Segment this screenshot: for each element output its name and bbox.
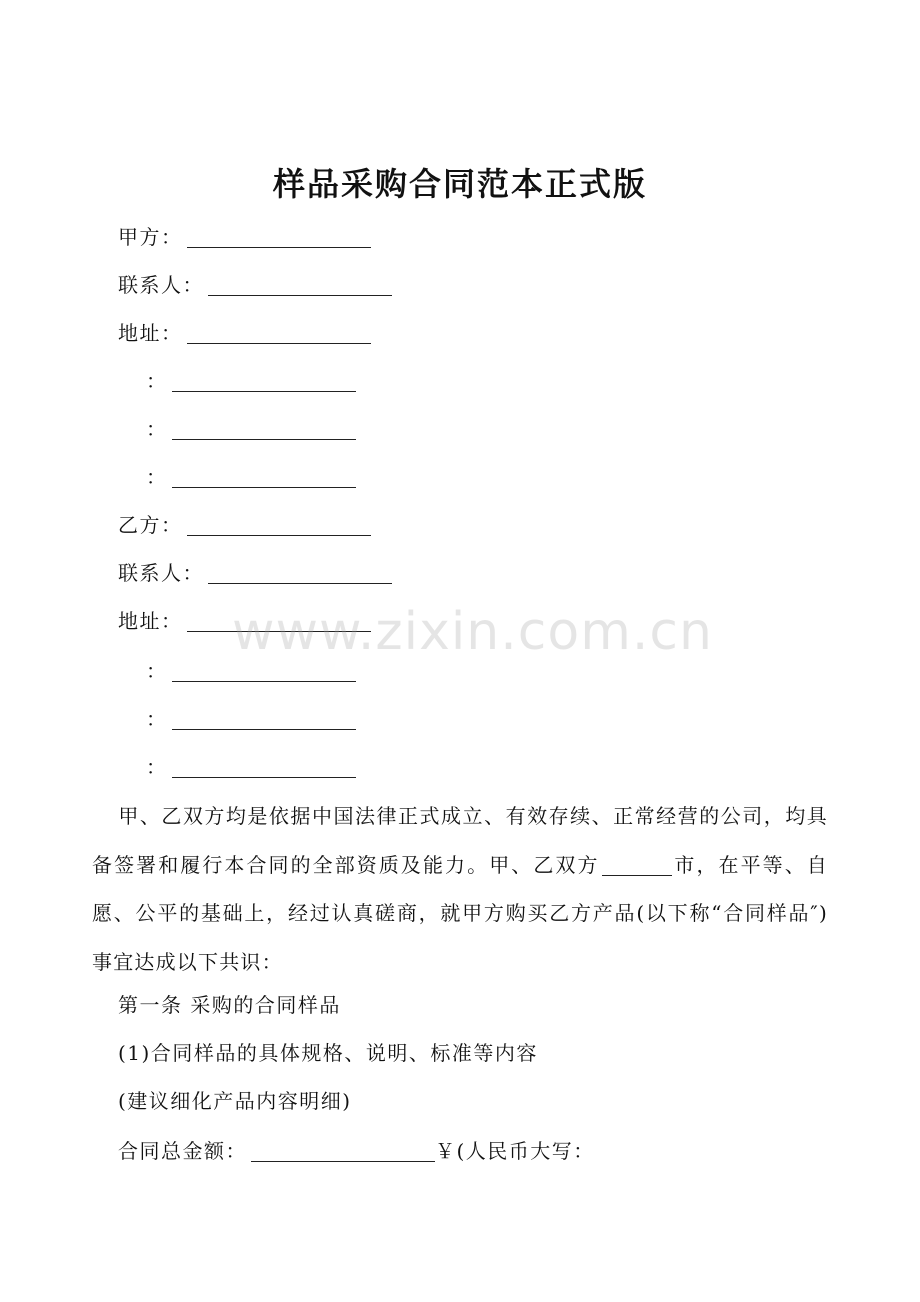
- party-b-label: 乙方：: [118, 513, 183, 537]
- article-1-note: (建议细化产品内容明细): [118, 1089, 352, 1113]
- intro-text-part2: 市，在平等、自愿、公平的基础上，经过认真磋商，就甲方购买乙方产品(以下称“合同样品″)事宜达成以下共识：: [92, 852, 828, 974]
- party-b-extra-label: ：: [146, 755, 168, 779]
- party-b-extra-blank: [172, 776, 356, 778]
- party-a-address-blank: [187, 342, 371, 344]
- party-a-extra-line: [146, 414, 356, 444]
- party-a-contact-blank: [208, 294, 392, 296]
- party-b-extra-label: ：: [146, 707, 168, 731]
- article-1-item-1: (1)合同样品的具体规格、说明、标准等内容: [118, 1041, 538, 1065]
- party-a-extra-line: [146, 366, 356, 396]
- party-a-extra-blank: [172, 390, 356, 392]
- party-a-contact-line: [118, 270, 392, 300]
- party-b-extra-line: [146, 752, 356, 782]
- total-amount-blank: [251, 1160, 435, 1162]
- party-b-line: [118, 510, 371, 540]
- party-a-contact-label: 联系人：: [118, 273, 204, 297]
- party-a-extra-label: ：: [146, 417, 168, 441]
- total-amount-suffix: ￥(人民币大写：: [435, 1139, 595, 1163]
- document-title: 样品采购合同范本正式版: [272, 165, 647, 203]
- article-1-heading: 第一条 采购的合同样品: [118, 993, 341, 1017]
- party-b-contact-blank: [208, 582, 392, 584]
- total-amount-line: [118, 1136, 595, 1166]
- party-a-extra-label: ：: [146, 369, 168, 393]
- party-b-contact-line: [118, 558, 392, 588]
- party-a-address-line: [118, 318, 371, 348]
- party-b-address-blank: [187, 630, 371, 632]
- party-b-extra-line: [146, 704, 356, 734]
- party-b-blank: [187, 534, 371, 536]
- party-a-blank: [187, 246, 371, 248]
- total-amount-label: 合同总金额：: [118, 1139, 247, 1163]
- party-a-extra-label: ：: [146, 465, 168, 489]
- party-a-label: 甲方：: [118, 225, 183, 249]
- party-b-extra-blank: [172, 680, 356, 682]
- party-b-address-label: 地址：: [118, 609, 183, 633]
- intro-text-part1: 甲、乙双方均是依据中国法律正式成立、有效存续、正常经营的公司，均具备签署和履行本合同的全部资质及能力。甲、乙双方: [92, 804, 828, 877]
- party-b-extra-line: [146, 656, 356, 686]
- party-b-extra-blank: [172, 728, 356, 730]
- watermark-text: www.zixin.com.cn: [232, 602, 713, 662]
- party-a-address-label: 地址：: [118, 321, 183, 345]
- party-b-extra-label: ：: [146, 659, 168, 683]
- party-b-address-line: [118, 606, 371, 636]
- party-a-extra-blank: [172, 486, 356, 488]
- intro-paragraph: [92, 792, 828, 986]
- city-blank: [602, 874, 672, 876]
- party-b-contact-label: 联系人：: [118, 561, 204, 585]
- party-a-extra-line: [146, 462, 356, 492]
- party-a-extra-blank: [172, 438, 356, 440]
- party-a-line: [118, 222, 371, 252]
